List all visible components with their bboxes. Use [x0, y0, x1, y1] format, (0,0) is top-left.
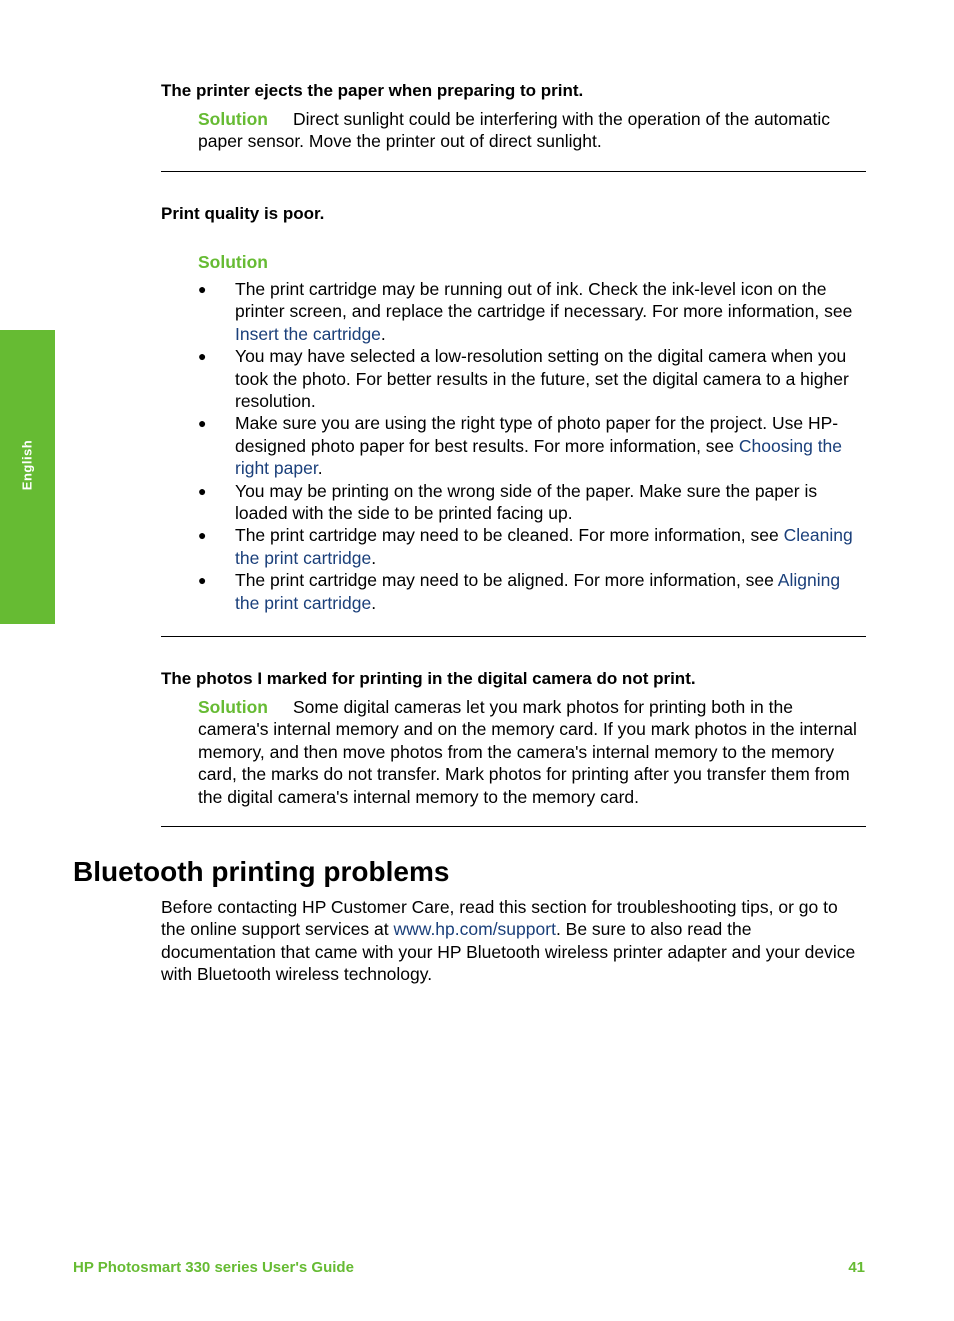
bullet-icon: ● [198, 281, 207, 297]
list-item: ● The print cartridge may need to be cleaned. For more information, see Cleaning the print cartridge. [198, 525, 853, 568]
list-item: ● You may have selected a low-resolution setting on the digital camera when you took the photo. For better results in the future, set the digital camera to a higher resolution. [198, 346, 849, 412]
link-choosing-paper[interactable]: Choosing the right paper [235, 435, 843, 479]
section-divider [161, 171, 866, 172]
list-item: ● You may be printing on the wrong side of the paper. Make sure the paper is loaded with the side to be printed facing up. [198, 480, 818, 524]
list-item: ● Make sure you are using the right type of photo paper for the project. Use HP-designed photo paper for best results. For more information, see Choosing the right paper. [198, 413, 843, 479]
solution-paragraph-marked-photos [198, 696, 866, 808]
footer-guide-title: HP Photosmart 330 series User's Guide [73, 1259, 354, 1276]
solution-paragraph-ejects-paper [198, 108, 866, 153]
list-item: ● The print cartridge may be running out of ink. Check the ink-level icon on the printer screen, and replace the cartridge if necessary. For more information, see Insert the cartridge. [198, 279, 853, 344]
solution-bullet-list [198, 278, 866, 614]
solution-label: Solution [198, 252, 268, 272]
solution-label: Solution [198, 109, 268, 129]
link-hp-support[interactable]: www.hp.com/support [393, 919, 556, 940]
bullet-icon: ● [198, 527, 207, 544]
solution-text: Direct sunlight could be interfering with the operation of the automatic paper sensor. Move the printer out of direct sunlight. [198, 109, 830, 152]
solution-text: Some digital cameras let you mark photos for printing both in the camera's internal memory and on the memory card. If you mark photos in the internal memory, and then move photos from the camera's internal memory to the memory card, the marks do not transfer. Mark photos for printing after you transfer them from the digital camera's internal memory to the memory card. [198, 697, 857, 807]
bluetooth-intro-paragraph: Before contacting HP Customer Care, read this section for troubleshooting tips, or go to the online support services at www.hp.com/support. Be sure to also read the documentation that came with your HP Bluetooth wireless printer adapter and your device with Bluetooth wireless technology. [161, 897, 856, 985]
link-aligning-cartridge[interactable]: Aligning the print cartridge [235, 570, 841, 613]
issue-heading-print-quality: Print quality is poor. [161, 204, 325, 223]
bullet-icon: ● [198, 415, 207, 432]
issue-heading-marked-photos: The photos I marked for printing in the digital camera do not print. [161, 669, 696, 688]
issue-heading-ejects-paper: The printer ejects the paper when preparing to print. [161, 81, 584, 100]
footer-page-number: 41 [848, 1259, 865, 1276]
bullet-icon: ● [198, 572, 207, 589]
language-tab-label: English [19, 439, 35, 491]
bullet-icon: ● [198, 482, 207, 499]
section-title-bluetooth: Bluetooth printing problems [73, 856, 450, 887]
bullet-icon: ● [198, 348, 207, 365]
link-insert-cartridge[interactable]: Insert the cartridge [235, 323, 381, 344]
link-cleaning-cartridge[interactable]: Cleaning the print cartridge [235, 525, 853, 568]
section-divider [161, 826, 866, 827]
list-item: ● The print cartridge may need to be aligned. For more information, see Aligning the print cartridge. [198, 570, 841, 613]
solution-label: Solution [198, 697, 268, 717]
section-divider [161, 636, 866, 637]
